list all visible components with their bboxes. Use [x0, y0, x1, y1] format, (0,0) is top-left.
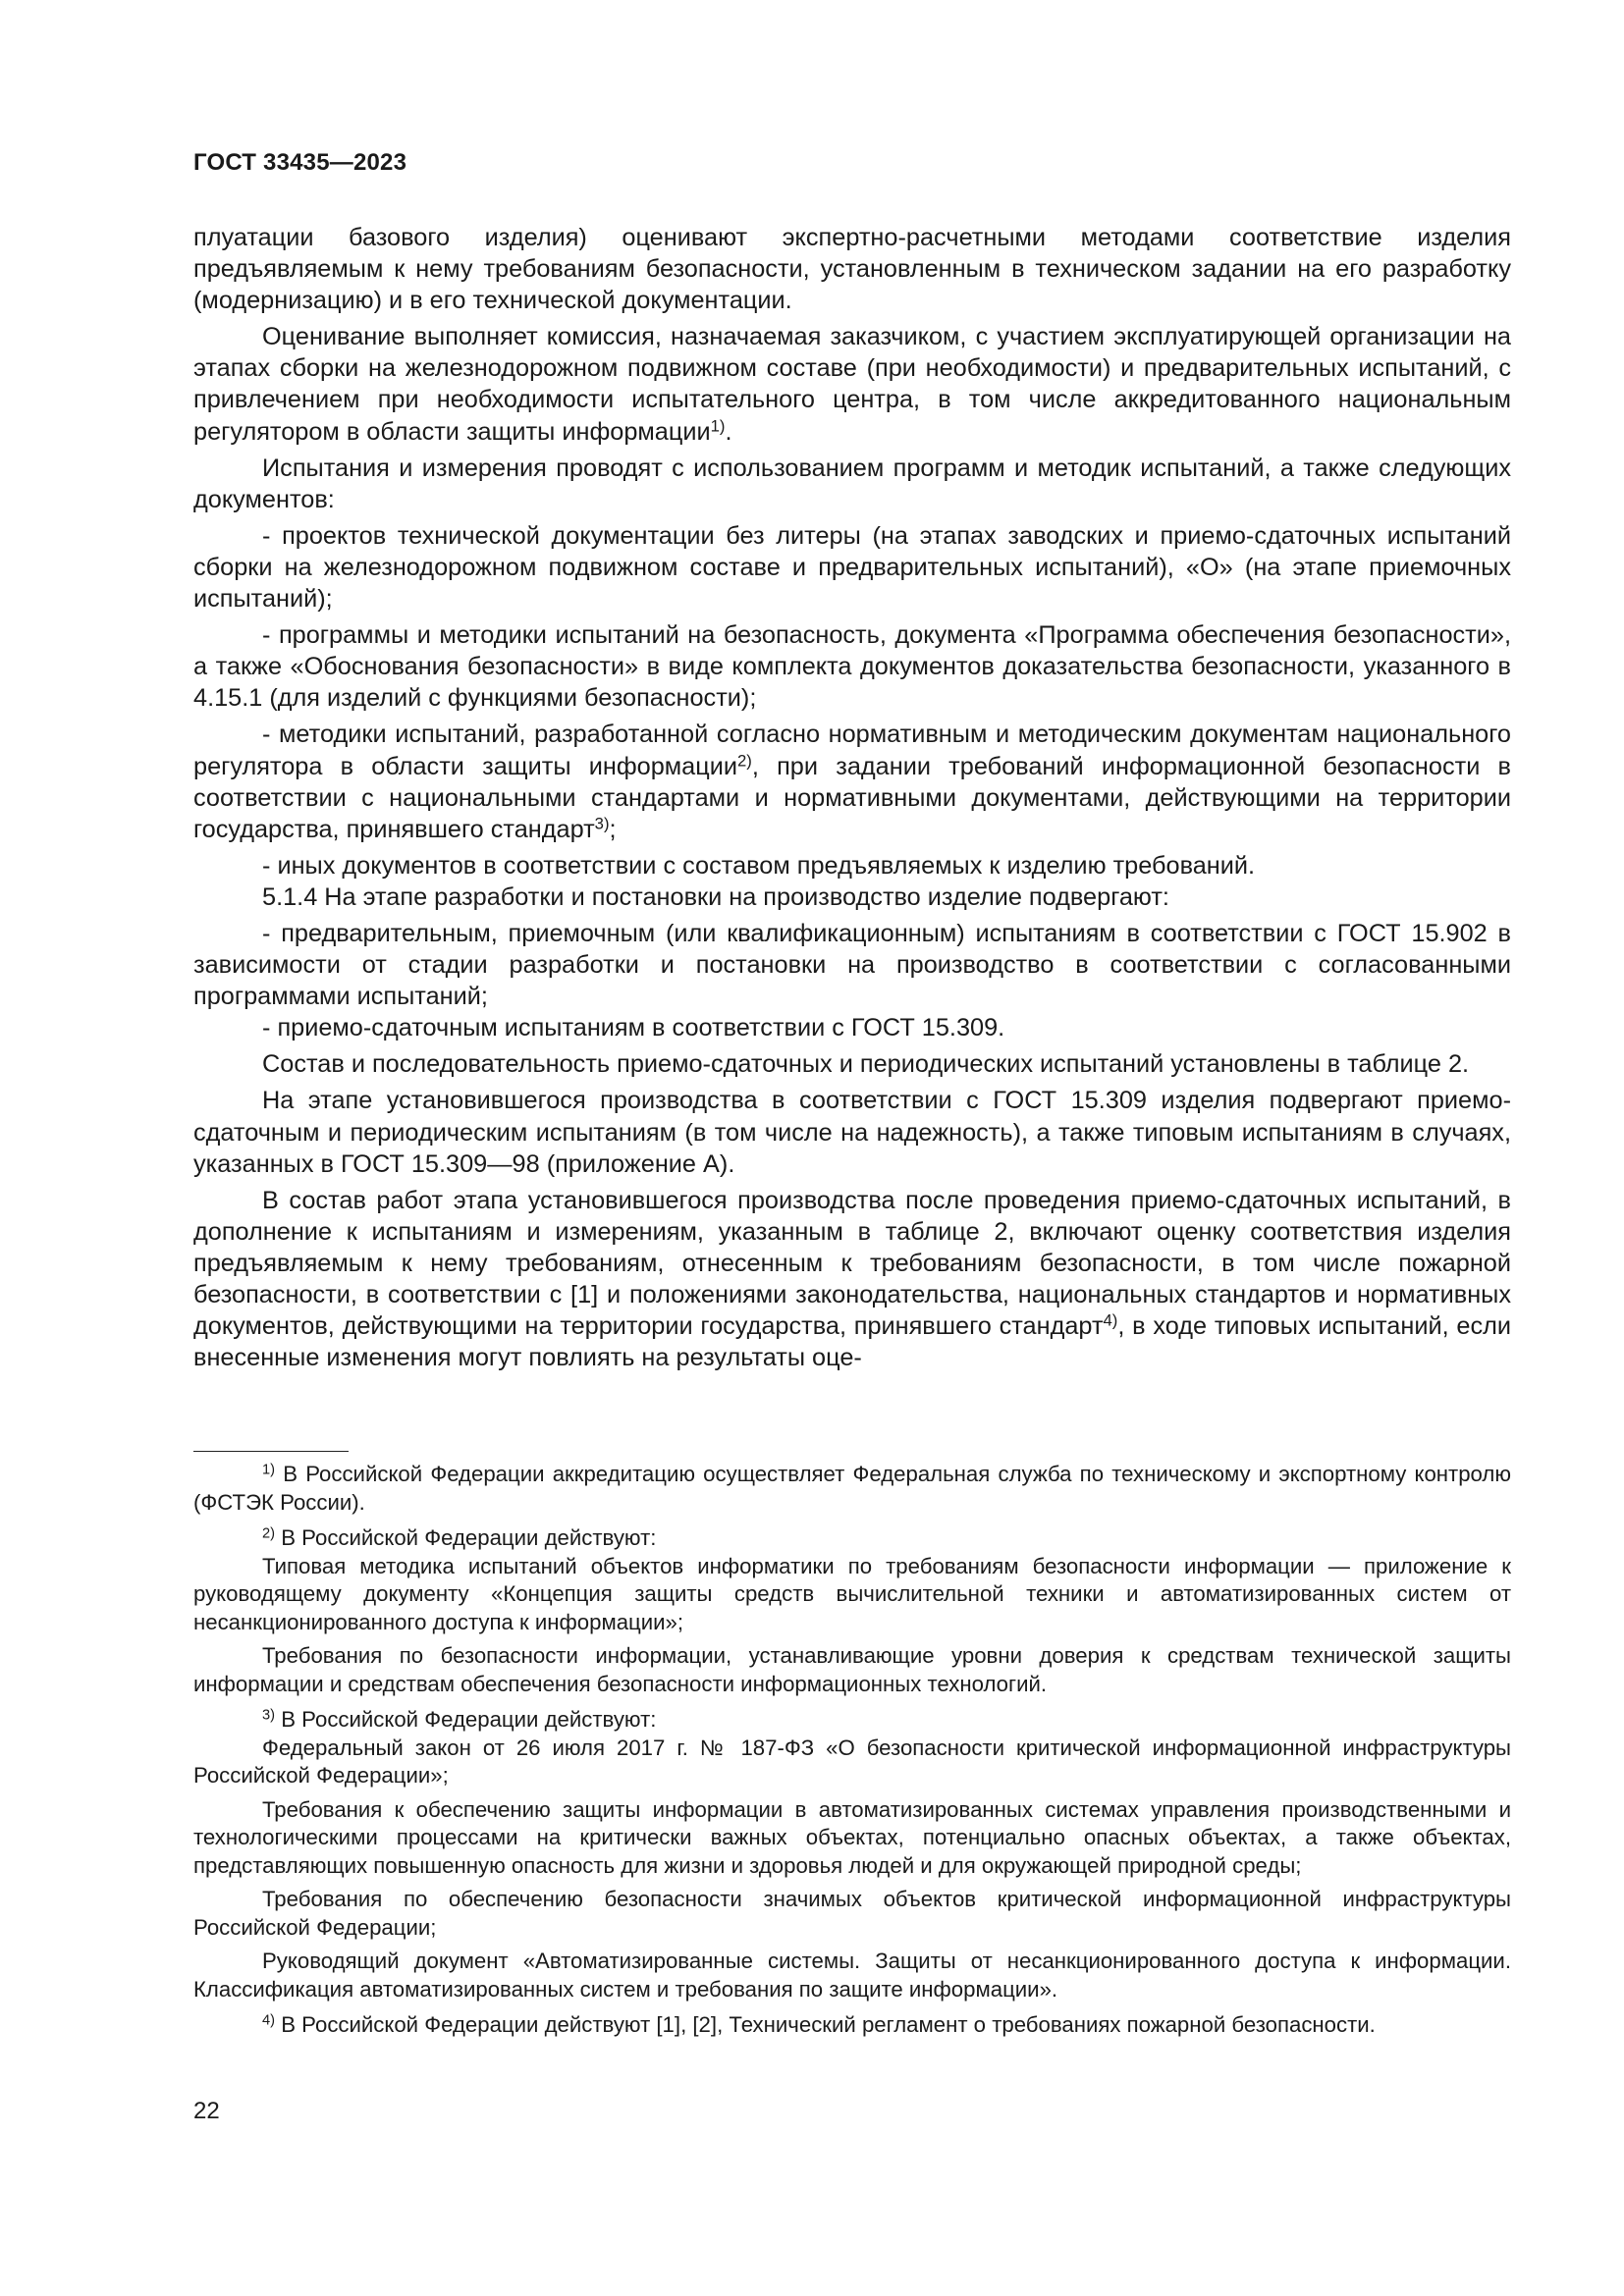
- paragraph: Испытания и измерения проводят с использованием программ и методик испытаний, а также следующих документов:: [193, 454, 1511, 513]
- footnote-3: $^{3)}$ В Российской Федерации действуют:: [262, 1707, 657, 1732]
- footnote-2: $^{2)}$ В Российской Федерации действуют:: [262, 1525, 657, 1550]
- page-number: 22: [193, 2098, 220, 2124]
- body-text: [193, 222, 1511, 1373]
- list-item: - иных документов в соответствии с составом предъявляемых к изделию требований.: [262, 851, 1256, 880]
- footnote-1: $^{1)}$ В Российской Федерации аккредитацию осуществляет Федеральная служба по техническому и экспортному контролю (ФСТЭК России).: [193, 1462, 1511, 1515]
- footnote-divider: [193, 1451, 349, 1452]
- list-item: - проектов технической документации без литеры (на этапах заводских и приемо-сдаточных испытаний сборки на железнодорожном подвижном составе и предварительных испытаний), «О» (на этапе приемочных испытаний);: [193, 521, 1511, 614]
- footnote-text: Руководящий документ «Автоматизированные системы. Защиты от несанкционированного доступа к информации. Классификация автоматизированных систем и требования по защите информации».: [193, 1949, 1511, 2002]
- clause-heading: 5.1.4 На этапе разработки и постановки на производство изделие подвергают:: [262, 882, 1169, 911]
- footnote-ref-4[interactable]: 4): [1103, 1310, 1118, 1330]
- paragraph: плуатации базового изделия) оценивают экспертно-расчетными методами соответствие изделия предъявляемым к нему требованиям безопасности, установленным в техническом задании на его разработку (модернизацию) и в его технической документации.: [193, 224, 1511, 315]
- document-header: ГОСТ 33435—2023: [193, 149, 407, 176]
- list-item: - методики испытаний, разработанной согласно нормативным и методическим документам национального регулятора в области защиты информации$^{2)}$, при задании требований информационной безопасности в соответствии с национальными стандартами и нормативными документами, действующими на территории государства, принявшего стандарт$^{3)}$;: [193, 721, 1511, 843]
- paragraph: Состав и последовательность приемо-сдаточных и периодических испытаний установлены в таблице 2.: [262, 1050, 1470, 1079]
- list-item: - программы и методики испытаний на безопасность, документа «Программа обеспечения безопасности», а также «Обоснования безопасности» в виде комплекта документов доказательства безопасности, указанного в 4.15.1 (для изделий с функциями безопасности);: [193, 621, 1511, 713]
- paragraph: В состав работ этапа установившегося производства после проведения приемо-сдаточных испытаний, в дополнение к испытаниям и измерениям, указанным в таблице 2, включают оценку соответствия изделия предъявляемым к нему требованиям, отнесенным к требованиям безопасности, в том числе пожарной безопасности, в соответствии с [1] и положениями законодательства, национальных стандартов и нормативных документов, действующими на территории государства, принявшего стандарт$^{4)}$, в ходе типовых испытаний, если внесенные изменения могут повлиять на результаты оце-: [193, 1186, 1512, 1372]
- footnotes: [193, 1461, 1511, 2040]
- paragraph: На этапе установившегося производства в соответствии с ГОСТ 15.309 изделия подвергают приемо-сдаточным и периодическим испытаниям (в том числе на надежность), а также типовым испытаниям в случаях, указанных в ГОСТ 15.309—98 (приложение А).: [193, 1087, 1511, 1178]
- footnote-text: Требования к обеспечению защиты информации в автоматизированных системах управления производственными и технологическими процессами на критически важных объектах, потенциально опасных объектах, а также объектах, представляющих повышенную опасность для жизни и здоровья людей и для окружающей природной среды;: [193, 1796, 1511, 1878]
- footnote-ref-2[interactable]: 2): [737, 751, 752, 771]
- footnote-text: Требования по обеспечению безопасности значимых объектов критической информационной инфраструктуры Российской Федерации;: [193, 1887, 1511, 1940]
- footnote-text: Федеральный закон от 26 июля 2017 г. № 187-ФЗ «О безопасности критической информационной инфраструктуры Российской Федерации»;: [193, 1735, 1511, 1788]
- footnote-text: Требования по безопасности информации, устанавливающие уровни доверия к средствам технической защиты информации и средствам обеспечения безопасности информационных технологий.: [193, 1643, 1511, 1696]
- footnote-ref-1[interactable]: 1): [710, 416, 726, 436]
- footnote-4: $^{4)}$ В Российской Федерации действуют [1], [2], Технический регламент о требованиях пожарной безопасности.: [262, 2012, 1376, 2037]
- footnote-ref-3[interactable]: 3): [594, 814, 610, 833]
- footnote-text: Типовая методика испытаний объектов информатики по требованиям безопасности информации — приложение к руководящему документу «Концепция защиты средств вычислительной техники и автоматизированных систем от несанкционированного доступа к информации»;: [193, 1553, 1511, 1634]
- paragraph: Оценивание выполняет комиссия, назначаемая заказчиком, с участием эксплуатирующей организации на этапах сборки на железнодорожном подвижном составе (при необходимости) и предварительных испытаний, с привлечением при необходимости испытательного центра, в том числе аккредитованного национальным регулятором в области защиты информации$^{1)}$.: [193, 323, 1511, 446]
- list-item: - приемо-сдаточным испытаниям в соответствии с ГОСТ 15.309.: [262, 1014, 1005, 1042]
- list-item: - предварительным, приемочным (или квалификационным) испытаниям в соответствии с ГОСТ 15.902 в зависимости от стадии разработки и постановки на производство в соответствии с согласованными программами испытаний;: [193, 919, 1511, 1011]
